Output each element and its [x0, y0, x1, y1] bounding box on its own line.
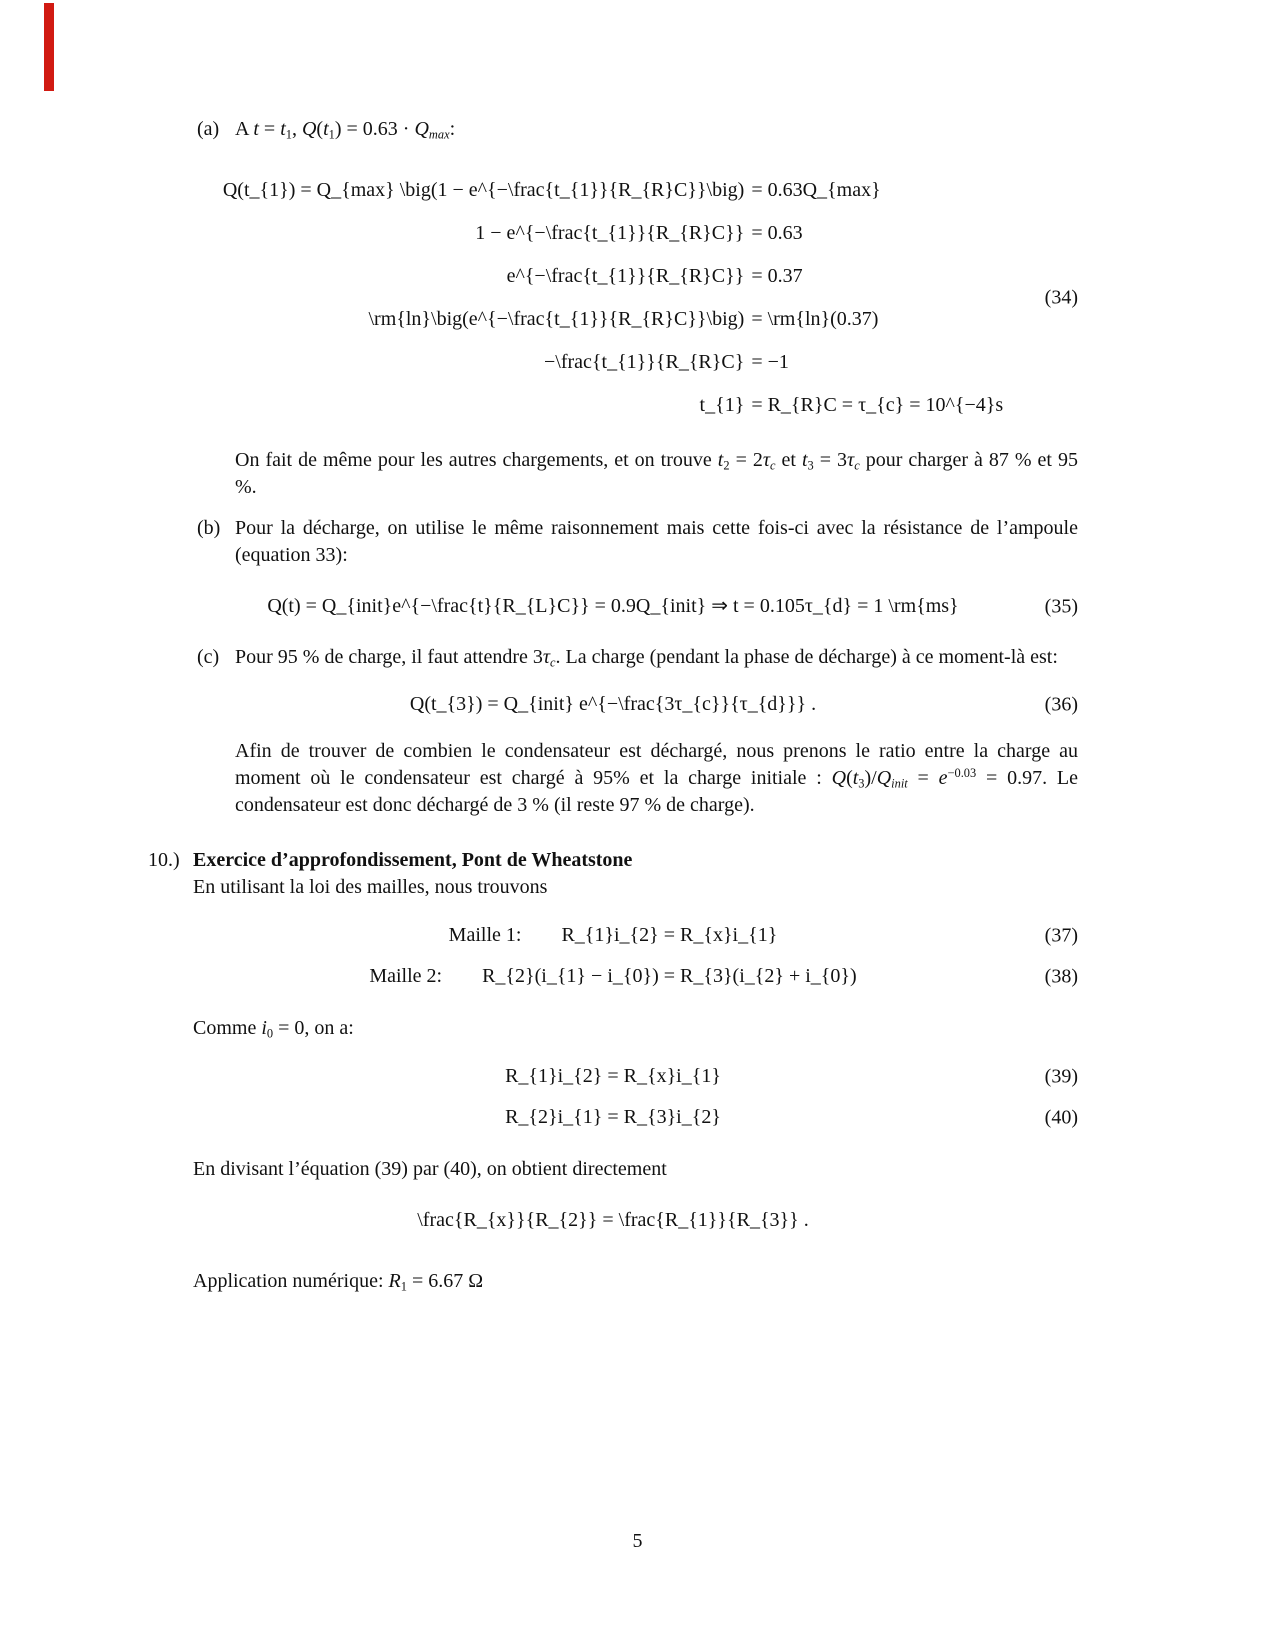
eq34-line5-rhs: = −1	[751, 351, 789, 373]
page-footer	[0, 1528, 1275, 1555]
maille-2-row	[148, 956, 1078, 997]
paragraph-other-charges: On fait de même pour les autres chargements, et on trouve $t_2 = 2\tau_c$ et $t_3 = 3\tau_c$ pour charger à 87 % et 95 %.	[235, 449, 1078, 498]
aligned-equations	[223, 169, 1003, 427]
eq34-line6-lhs: t_{1}	[699, 394, 745, 416]
maille-equations	[148, 915, 1078, 997]
paragraph-comme: Comme $i_0 = 0$, on a:	[193, 1017, 354, 1041]
equation-number-37: (37)	[1044, 924, 1078, 946]
equation-40-row	[148, 1097, 1078, 1138]
maille-1-equation: R_{1}i_{2} = R_{x}i_{1}	[561, 924, 778, 946]
ratio-equation	[148, 1207, 1078, 1234]
maille-1-label: Maille 1:	[448, 924, 522, 946]
eq34-line3-rhs: = 0.37	[751, 265, 803, 287]
item-a-label: (a)	[197, 118, 220, 140]
maille-2-label: Maille 2:	[369, 965, 443, 987]
item-b-label: (b)	[197, 517, 221, 539]
item-c	[197, 644, 1078, 671]
page-number: 5	[632, 1530, 643, 1552]
eq34-line1-lhs: Q(t_{1}) = Q_{max} \big(1 − e^{−\frac{t_{1}}{R_{R}C}}\big)	[222, 179, 745, 201]
exercise-title: Exercice d’approfondissement, Pont de Wheatstone	[193, 849, 633, 871]
item-a	[197, 116, 1078, 143]
equation-number-34: (34)	[1044, 286, 1078, 309]
eq34-line2-lhs: 1 − e^{−\frac{t_{1}}{R_{R}C}}	[475, 222, 745, 244]
equation-36-body: Q(t_{3}) = Q_{init} e^{−\frac{3τ_{c}}{τ_{d}}} .	[409, 693, 817, 715]
eq34-line4-rhs: = \rm{ln}(0.37)	[751, 308, 879, 330]
equation-35	[148, 593, 1078, 620]
paragraph-divide: En divisant l’équation (39) par (40), on obtient directement	[193, 1158, 667, 1180]
item-10	[148, 847, 1078, 901]
numeric-application: Application numérique: $R_1 = 6.67$ Ω	[193, 1270, 484, 1294]
exercise-intro: En utilisant la loi des mailles, nous trouvons	[193, 876, 548, 898]
item-a-text: A $t = t_1$, $Q(t_1) = 0.63 \cdot Q_{max}$:	[235, 118, 456, 142]
equation-number-39: (39)	[1044, 1065, 1078, 1087]
maille-2-equation: R_{2}(i_{1} − i_{0}) = R_{3}(i_{2} + i_{0})	[482, 965, 857, 987]
paragraph-discharge-ratio: Afin de trouver de combien le condensateur est déchargé, nous prenons le ratio entre la charge au moment où le condensateur est chargé à 95% et la charge initiale : $Q(t_3)/Q_{init} = e^{-0.03} = 0.97$. Le condensateur est donc déchargé de 3 % (il reste 97 % de charge).	[235, 740, 1079, 816]
item-10-label: 10.)	[148, 849, 180, 871]
eq34-line6-rhs: = R_{R}C = τ_{c} = 10^{−4}s	[751, 394, 1004, 416]
item-b	[197, 515, 1078, 569]
equation-number-40: (40)	[1044, 1106, 1078, 1128]
eq34-line3-lhs: e^{−\frac{t_{1}}{R_{R}C}}	[506, 265, 745, 287]
maille-1-row	[148, 915, 1078, 956]
eq34-line2-rhs: = 0.63	[751, 222, 803, 244]
margin-annotation-bar	[44, 3, 54, 91]
equation-39-body: R_{1}i_{2} = R_{x}i_{1}	[505, 1065, 721, 1087]
equation-number-36: (36)	[1044, 693, 1078, 715]
item-b-text: Pour la décharge, on utilise le même raisonnement mais cette fois-ci avec la résistance de l’ampoule (equation 33):	[235, 517, 1078, 566]
equation-number-38: (38)	[1044, 965, 1078, 987]
item-c-text: Pour 95 % de charge, il faut attendre $3\tau_c$. La charge (pendant la phase de décharge) à ce moment-là est:	[235, 646, 1058, 670]
equation-39-row	[148, 1056, 1078, 1097]
equation-number-35: (35)	[1044, 595, 1078, 617]
document-content	[148, 116, 1078, 1295]
equation-36	[148, 691, 1078, 718]
eq34-line5-lhs: −\frac{t_{1}}{R_{R}C}	[544, 351, 745, 373]
equation-block-34	[148, 169, 1078, 427]
simplified-equations	[148, 1056, 1078, 1138]
ratio-equation-body: \frac{R_{x}}{R_{2}} = \frac{R_{1}}{R_{3}} .	[417, 1209, 809, 1231]
item-c-label: (c)	[197, 646, 220, 668]
eq34-line1-rhs: = 0.63Q_{max}	[751, 179, 881, 201]
equation-40-body: R_{2}i_{1} = R_{3}i_{2}	[505, 1106, 721, 1128]
eq34-line4-lhs: \rm{ln}\big(e^{−\frac{t_{1}}{R_{R}C}}\big)	[368, 308, 745, 330]
equation-35-body: Q(t) = Q_{init}e^{−\frac{t}{R_{L}C}} = 0.9Q_{init} ⇒ t = 0.105τ_{d} = 1 \rm{ms}	[267, 595, 959, 617]
